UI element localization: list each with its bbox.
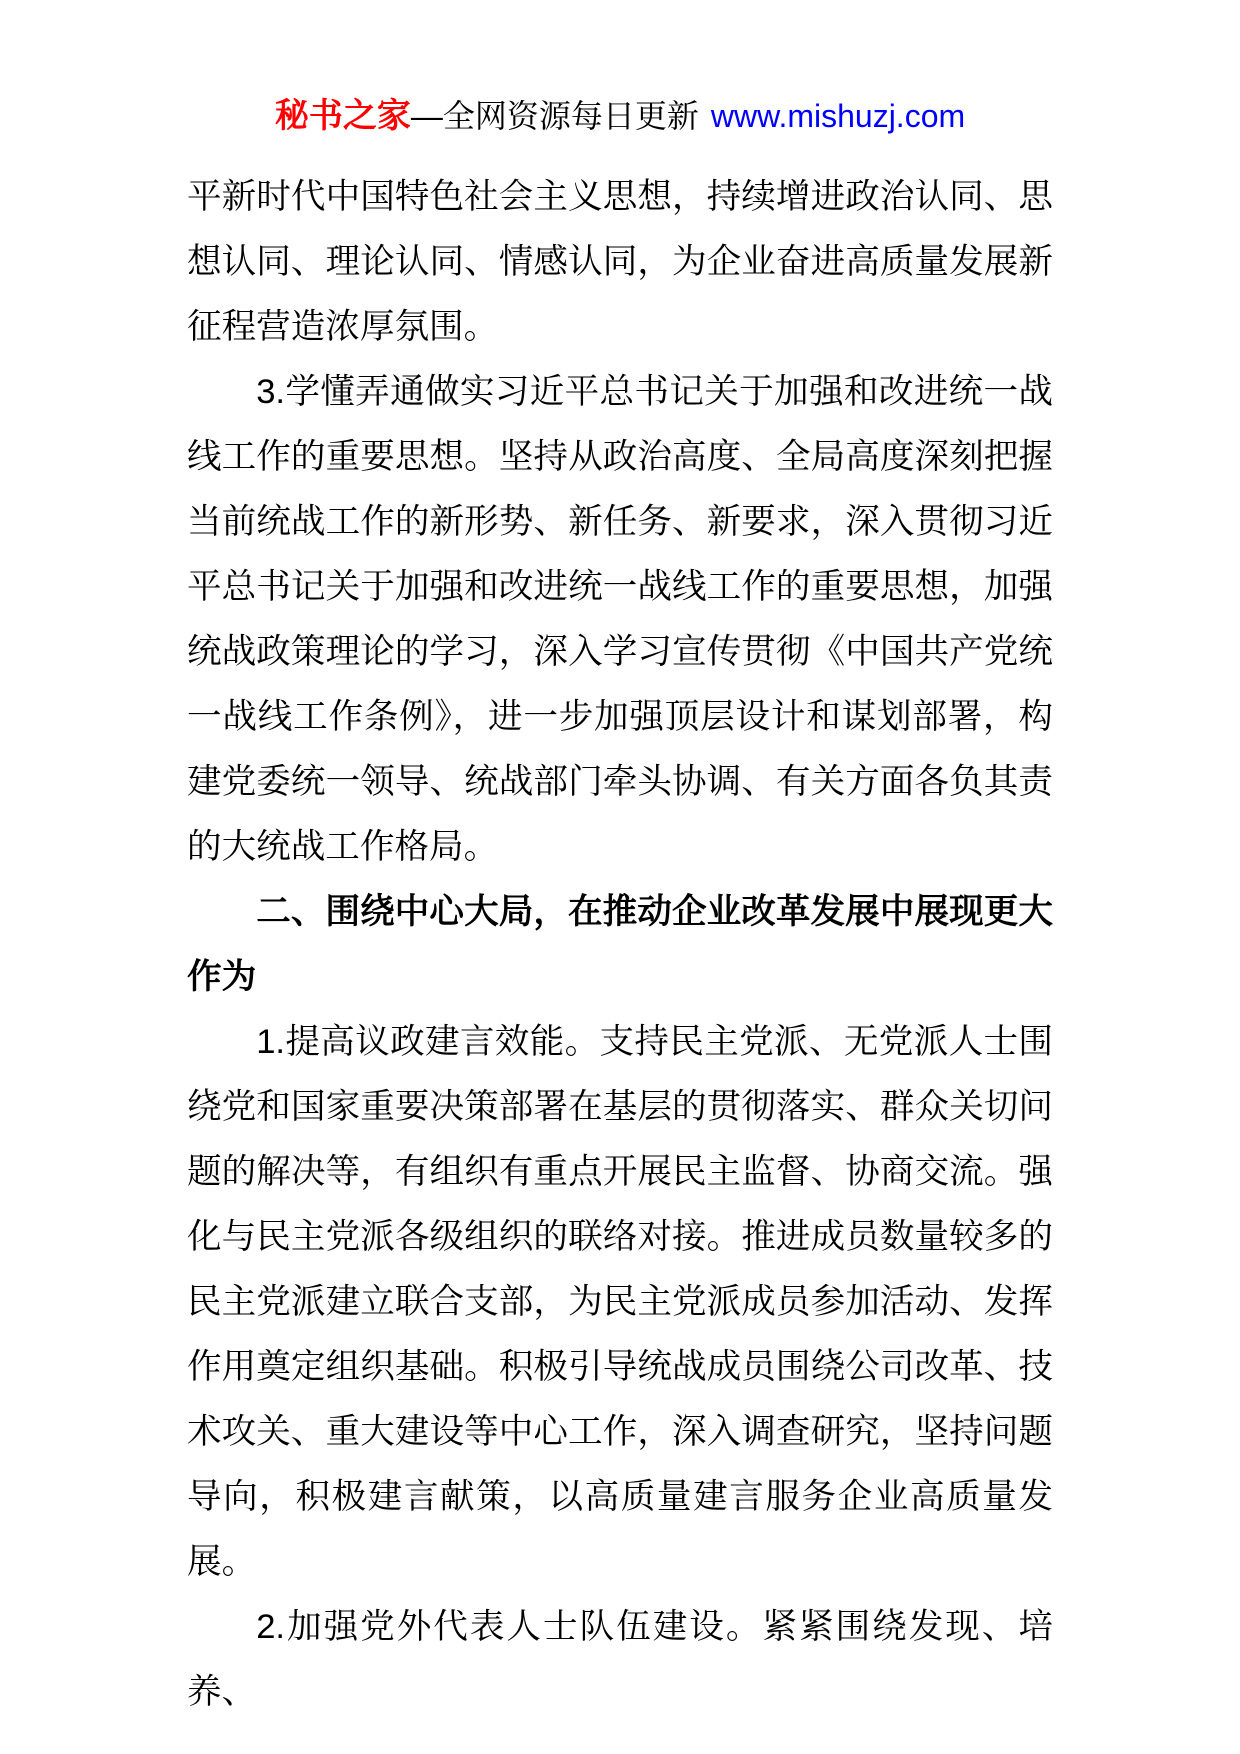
- site-brand: 秘书之家: [274, 97, 411, 135]
- site-url-link[interactable]: www.mishuzj.com: [710, 98, 966, 134]
- body-paragraph-item-1: 1.提高议政建言效能。支持民主党派、无党派人士围绕党和国家重要决策部署在基层的贯彻落实、群众关切问题的解决等，有组织有重点开展民主监督、协商交流。强化与民主党派各级组织的联络对接。推进成员数量较多的民主党派建立联合支部，为民主党派成员参加活动、发挥作用奠定组织基础。积极引导统战成员围绕公司改革、技术攻关、重大建设等中心工作，深入调查研究，坚持问题导向，积极建言献策，以高质量建言服务企业高质量发展。: [187, 1023, 1053, 1581]
- site-header: [0, 0, 1240, 143]
- document-body: [0, 165, 1240, 1725]
- section-heading-2: 二、围绕中心大局，在推动企业改革发展中展现更大作为: [187, 893, 1053, 996]
- site-tagline: —全网资源每日更新: [410, 98, 699, 134]
- body-paragraph-item-2: 2.加强党外代表人士队伍建设。紧紧围绕发现、培养、: [187, 1608, 1053, 1711]
- body-paragraph-item-3: 3.学懂弄通做实习近平总书记关于加强和改进统一战线工作的重要思想。坚持从政治高度、全局高度深刻把握当前统战工作的新形势、新任务、新要求，深入贯彻习近平总书记关于加强和改进统一战线工作的重要思想，加强统战政策理论的学习，深入学习宣传贯彻《中国共产党统一战线工作条例》，进一步加强顶层设计和谋划部署，构建党委统一领导、统战部门牵头协调、有关方面各负其责的大统战工作格局。: [187, 373, 1053, 866]
- body-paragraph-continuation: 平新时代中国特色社会主义思想，持续增进政治认同、思想认同、理论认同、情感认同，为企业奋进高质量发展新征程营造浓厚氛围。: [187, 178, 1053, 346]
